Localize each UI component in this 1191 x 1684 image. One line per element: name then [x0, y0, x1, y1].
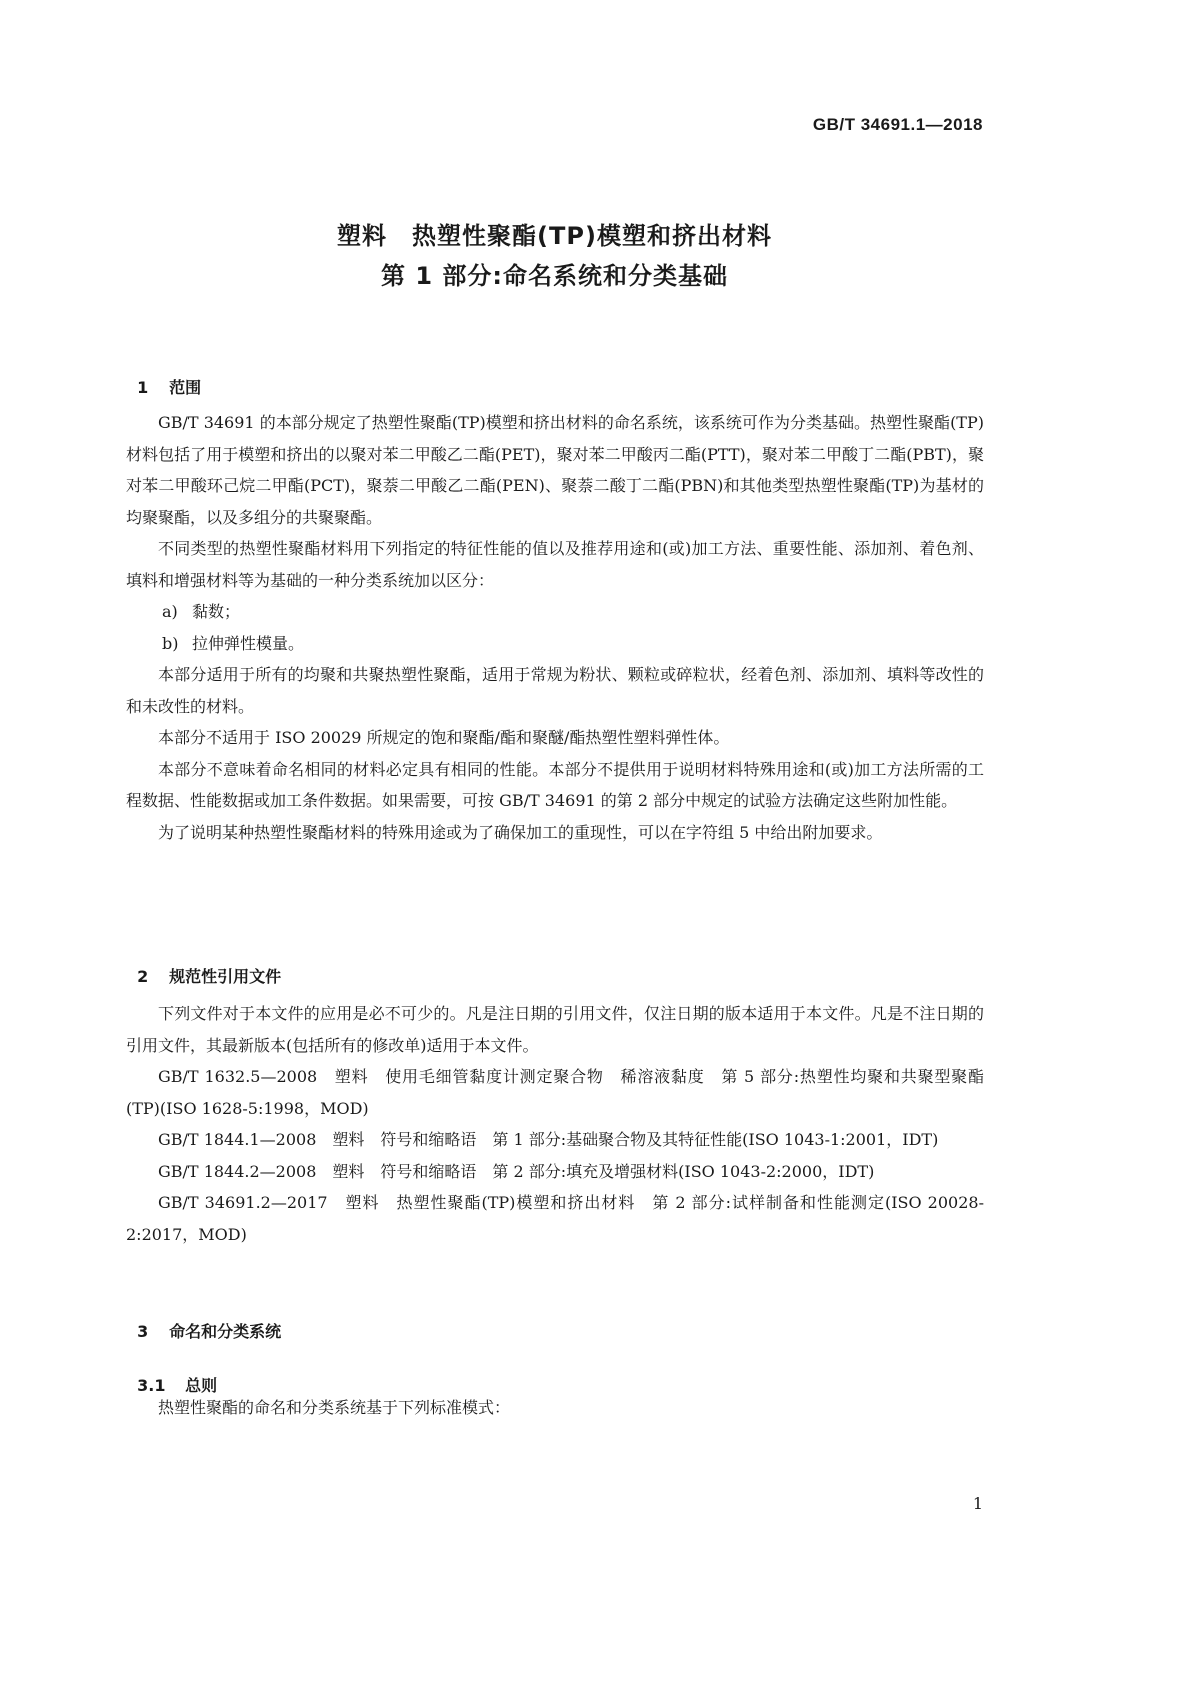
- section-3-1-number: 3.1: [137, 1376, 166, 1395]
- list-item: [126, 596, 984, 628]
- list-item: [126, 628, 984, 660]
- list-marker: b): [162, 633, 179, 653]
- section-3-1-heading: [126, 1354, 217, 1396]
- document-title-line2: 第 1 部分:命名系统和分类基础: [380, 262, 728, 290]
- paragraph: 本部分不适用于 ISO 20029 所规定的饱和聚酯/酯和聚醚/酯热塑性塑料弹性体。: [158, 728, 730, 747]
- list-marker: a): [162, 602, 178, 621]
- paragraph: 本部分不意味着命名相同的材料必定具有相同的性能。本部分不提供用于说明材料特殊用途和(或)加工方法所需的工程数据、性能数据或加工条件数据。如果需要，可按 GB/T 34691 的第 2 部分中规定的试验方法确定这些附加性能。: [126, 759, 984, 810]
- page-number: 1: [972, 1494, 983, 1513]
- reference-item: GB/T 34691.2—2017 塑料 热塑性聚酯(TP)模塑和挤出材料 第 2 部分:试样制备和性能测定(ISO 20028-2:2017，MOD): [126, 1193, 984, 1244]
- section-3-heading: [126, 1300, 281, 1342]
- section-3-number: 3: [137, 1322, 149, 1341]
- paragraph: 为了说明某种热塑性聚酯材料的特殊用途或为了确保加工的重现性，可以在字符组 5 中给出附加要求。: [158, 822, 883, 842]
- list-item-text: 黏数；: [192, 602, 241, 621]
- paragraph: GB/T 34691 的本部分规定了热塑性聚酯(TP)模塑和挤出材料的命名系统，该系统可作为分类基础。热塑性聚酯(TP)材料包括了用于模塑和挤出的以聚对苯二甲酸乙二酯(PET)，聚对苯二甲酸丙二酯(PTT)，聚对苯二甲酸丁二酯(PBT)，聚对苯二甲酸环己烷二甲酯(PCT)，聚萘二甲酸乙二酯(PEN)、聚萘二酸丁二酯(PBN)和其他类型热塑性聚酯(TP)为基材的均聚聚酯，以及多组分的共聚聚酯。: [126, 413, 984, 527]
- paragraph: 热塑性聚酯的命名和分类系统基于下列标准模式：: [158, 1398, 511, 1417]
- list-item-text: 拉伸弹性模量。: [192, 633, 305, 653]
- section-3-title: 命名和分类系统: [169, 1322, 282, 1341]
- paragraph: 下列文件对于本文件的应用是必不可少的。凡是注日期的引用文件，仅注日期的版本适用于本文件。凡是不注日期的引用文件，其最新版本(包括所有的修改单)适用于本文件。: [126, 1004, 984, 1055]
- section-2-heading: [126, 945, 281, 987]
- section-1-title: 范围: [169, 378, 202, 397]
- section-3-1-title: 总则: [185, 1376, 218, 1395]
- paragraph: 不同类型的热塑性聚酯材料用下列指定的特征性能的值以及推荐用途和(或)加工方法、重要性能、添加剂、着色剂、填料和增强材料等为基础的一种分类系统加以区分：: [126, 539, 984, 590]
- section-3-1-body: [126, 1392, 984, 1424]
- section-2-body: [126, 998, 984, 1250]
- reference-item: GB/T 1632.5—2008 塑料 使用毛细管黏度计测定聚合物 稀溶液黏度 第 5 部分:热塑性均聚和共聚型聚酯(TP)(ISO 1628-5:1998，MOD): [126, 1067, 984, 1118]
- section-1-body: [126, 407, 984, 848]
- reference-item: GB/T 1844.2—2008 塑料 符号和缩略语 第 2 部分:填充及增强材料(ISO 1043-2:2000，IDT): [158, 1161, 875, 1181]
- paragraph: 本部分适用于所有的均聚和共聚热塑性聚酯，适用于常规为粉状、颗粒或碎粒状，经着色剂、添加剂、填料等改性的和未改性的材料。: [126, 665, 984, 716]
- section-2-number: 2: [137, 967, 149, 986]
- section-1-heading: [126, 356, 201, 398]
- reference-item: GB/T 1844.1—2008 塑料 符号和缩略语 第 1 部分:基础聚合物及其特征性能(ISO 1043-1:2001，IDT): [158, 1130, 939, 1149]
- document-title-line1: 塑料 热塑性聚酯(TP)模塑和挤出材料: [337, 222, 772, 250]
- section-2-title: 规范性引用文件: [169, 967, 282, 986]
- standard-code: GB/T 34691.1—2018: [812, 115, 983, 134]
- section-1-number: 1: [137, 378, 149, 397]
